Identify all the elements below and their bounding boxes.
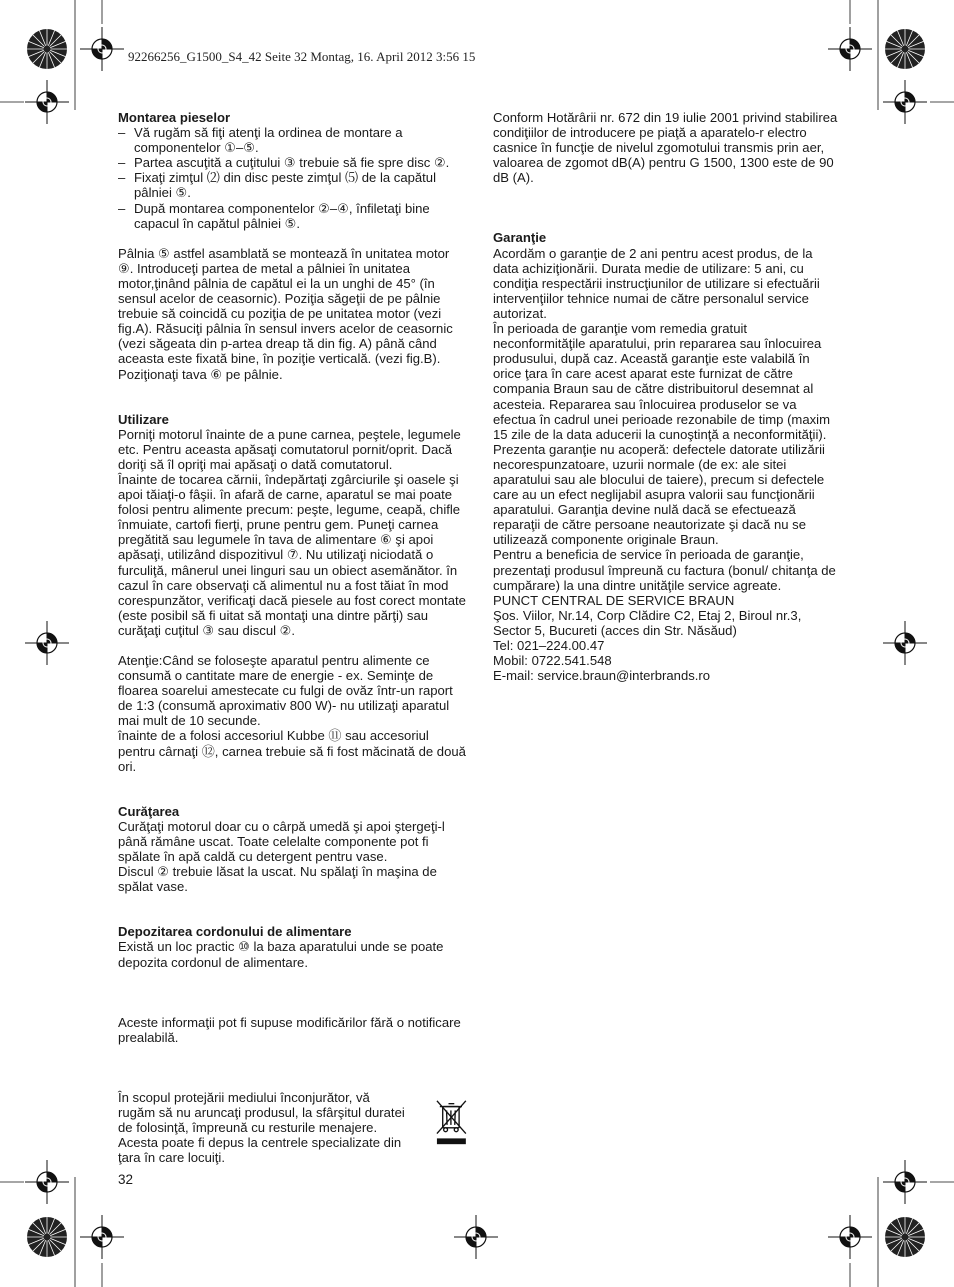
page-number: 32 xyxy=(118,1172,134,1187)
crosshair-registration-mark-icon xyxy=(25,80,69,124)
print-info-header: 92266256_G1500_S4_42 Seite 32 Montag, 16. April 2012 3:56 15 xyxy=(128,49,476,64)
environment-paragraph: În scopul protejării mediului înconjurător, vă rugăm să nu aruncaţi produsul, la sfârşitul duratei de folosinţă, împreună cu resturile menajere. Acesta poate fi depus la centrele specializate din ţara în care locuiţi. xyxy=(118,1089,405,1166)
warranty-paragraph: Acordăm o garanţie de 2 ani pentru acest produs, de la data achiziţionării. Durata medie de utilizare: 5 ani, cu condiţia respectării instrucţiunilor de utilizare si efectuării intervenţiilor tehnice numai de către personalul service autorizat. xyxy=(493,245,820,321)
radial-color-target-icon xyxy=(27,29,67,69)
crosshair-registration-mark-icon xyxy=(25,621,69,665)
change-notice: Aceste informaţii pot fi supuse modificărilor fără o notificare prealabilă. xyxy=(118,1014,461,1045)
radial-color-target-icon xyxy=(885,29,925,69)
warranty-paragraph: Prezenta garanţie nu acoperă: defectele datorate utilizării necorespunzatoare, uzurii normale (de ex: ale sitei aparatului sau ale blocului de taiere), precum si defectele care au un efect neglijabil asupra valorii sau funcţionării aparatului. Garanţia devine nulă dacă se efectuează reparaţii de către persoane neautorizate şi dacă nu se utilizează componente originale Braun. xyxy=(493,441,825,548)
crosshair-registration-mark-icon xyxy=(883,1160,927,1204)
warranty-paragraph: În perioada de garanţie vom remedia gratuit neconformităţile aparatului, prin repararea sau înlocuirea produsului, după caz. Această garanţie este valabilă în orice ţara în care acest aparat este furnizat de către compania Braun sau de către distribuitorul desemnat al acesteia. Repararea sau înlocuirea produselor se va efectua în cadrul unei perioade rezonabile de timp (maxim 15 zile de la data aducerii la cunoştinţă a neconformităţii). xyxy=(493,321,830,442)
cord-paragraph: Există un loc practic ⑩ la baza aparatului unde se poate depozita cordonul de alimentare. xyxy=(118,939,444,970)
assembly-item: – După montarea componentelor ②–④, înfiletaţi bine capacul în capătul pâlniei ⑤. xyxy=(118,201,468,231)
crosshair-registration-mark-icon xyxy=(883,621,927,665)
crosshair-registration-mark-icon xyxy=(25,1160,69,1204)
usage-paragraph: înainte de a folosi accesoriul Kubbe ⑪ sau accesoriul pentru cârnaţi ⑫, carnea trebuie să fi fost măcinată de două ori. xyxy=(118,728,466,774)
cleaning-paragraph: Curăţaţi motorul doar cu o cârpă umedă şi apoi ştergeţi-l până rămâne uscat. Toate celelalte componente pot fi spălate în apă caldă cu detergent pentru vase. xyxy=(118,818,445,865)
warranty-paragraph: Pentru a beneficia de service în perioada de garanţie, prezentaţi produsul împreună cu factura (bonul/ chitanţa de cumpărare) la una dintre unităţile service agreate. xyxy=(493,547,836,593)
service-name: PUNCT CENTRAL DE SERVICE BRAUN xyxy=(493,592,735,608)
assembly-item: – Fixaţi zimţul ⑵ din disc peste zimţul ⑸ de la capătul pâlniei ⑤. xyxy=(118,170,468,200)
crosshair-registration-mark-icon xyxy=(883,80,927,124)
usage-heading: Utilizare xyxy=(118,411,169,427)
assembly-item: – Partea ascuţită a cuţitului ③ trebuie să fie spre disc ②. xyxy=(118,155,468,170)
crosshair-registration-mark-icon xyxy=(454,1215,498,1259)
cleaning-heading: Curăţarea xyxy=(118,803,180,819)
crosshair-registration-mark-icon xyxy=(80,27,124,71)
crosshair-registration-mark-icon xyxy=(828,27,872,71)
service-address-line: Şos. Viilor, Nr.14, Corp Clădire C2, Etaj 2, Biroul nr.3, xyxy=(493,607,802,623)
crosshair-registration-mark-icon xyxy=(80,1215,124,1259)
assembly-heading: Montarea pieselor xyxy=(118,110,231,125)
usage-paragraph: Porniţi motorul înainte de a pune carnea, peştele, legumele etc. Pentru aceasta apăsaţi comutatorul pornit/oprit. Dacă doriţi să îl opriţi mai apăsaţi o dată comutatorul. xyxy=(118,426,461,472)
radial-color-target-icon xyxy=(27,1217,67,1257)
service-phone: Tel: 021–224.00.47 xyxy=(493,638,605,653)
warranty-heading: Garanţie xyxy=(493,230,547,246)
usage-paragraph: Înainte de tocarea cărnii, îndepărtaţi zgârciurile şi oasele şi apoi tăiaţi-o fâşii. în afară de carne, aparatul se mai poate folosi pentru alimente precum: peşte, legume, ceapă, chifle înmuiate, cartofi fierţi, prune pentru gem. Puneţi carnea pregătită sau legumele în tava de alimentare ⑥ şi apoi apăsaţi, utilizând dispozitivul ⑦. Nu utilizaţi niciodată o furculiţă, mânerul unei linguri sau un obiect asemănător. în cazul în care observaţi că alimentul nu a fost tăiat în mod corespunzător, verificaţi dacă piesele au fost corect montate (este posibil să fi uitat să montaţi una dintre părţi) sau curăţaţi cuţitul ③ sau discul ②. xyxy=(118,471,466,638)
assembly-item: – Vă rugăm să fiţi atenţi la ordinea de montare a componentelor ①–⑤. xyxy=(118,125,468,155)
service-address-line: Sector 5, Bucureti (acces din Str. Năsăud) xyxy=(493,622,737,638)
cleaning-paragraph: Discul ② trebuie lăsat la uscat. Nu spălaţi în maşina de spălat vase. xyxy=(118,864,437,895)
cord-heading: Depozitarea cordonului de alimentare xyxy=(118,924,352,940)
usage-warning: Atenţie:Când se foloseşte aparatul pentru alimente ce consumă o cantitate mare de energie - ex. Seminţe de floarea soarelui amestecate cu fulgi de ovăz într-un raport de 1:3 (consumă aproximativ 800 W)- nu utilizaţi aparatul mai mult de 10 secunde. xyxy=(118,653,453,729)
assembly-paragraph: Pâlnia ⑤ astfel asamblată se montează în unitatea motor ⑨. Introduceţi partea de metal a pâlniei în unitatea motor,ţinând pâlnia de capătul ei la un unghi de 45° (în sensul acelor de ceasornic). Poziţia săgeţii de pe pâlnie trebuie să coincidă cu poziţia de pe unitatea motor (vezi fig.A). Răsuciţi pâlnia în sensul invers acelor de ceasornic (vezi săgeata din p-artea dreap tă din fig. A) până când aceasta este fixată bine, în poziţie verticală. (vezi fig.B). Poziţionaţi tava ⑥ pe pâlnie. xyxy=(118,245,453,382)
noise-paragraph: Conform Hotărârii nr. 672 din 19 iulie 2001 privind stabilirea condiţiilor de introducere pe piaţă a aparatelo-r electro casnice în funcţie de nivelul zgomotului transmis prin aer, valoarea de zgomot dB(A) pentru G 1500, 1300 este de 90 dB (A). xyxy=(493,110,838,186)
radial-color-target-icon xyxy=(885,1217,925,1257)
service-mobile: Mobil: 0722.541.548 xyxy=(493,653,612,669)
crosshair-registration-mark-icon xyxy=(828,1215,872,1259)
service-email: E-mail: service.braun@interbrands.ro xyxy=(493,668,711,684)
